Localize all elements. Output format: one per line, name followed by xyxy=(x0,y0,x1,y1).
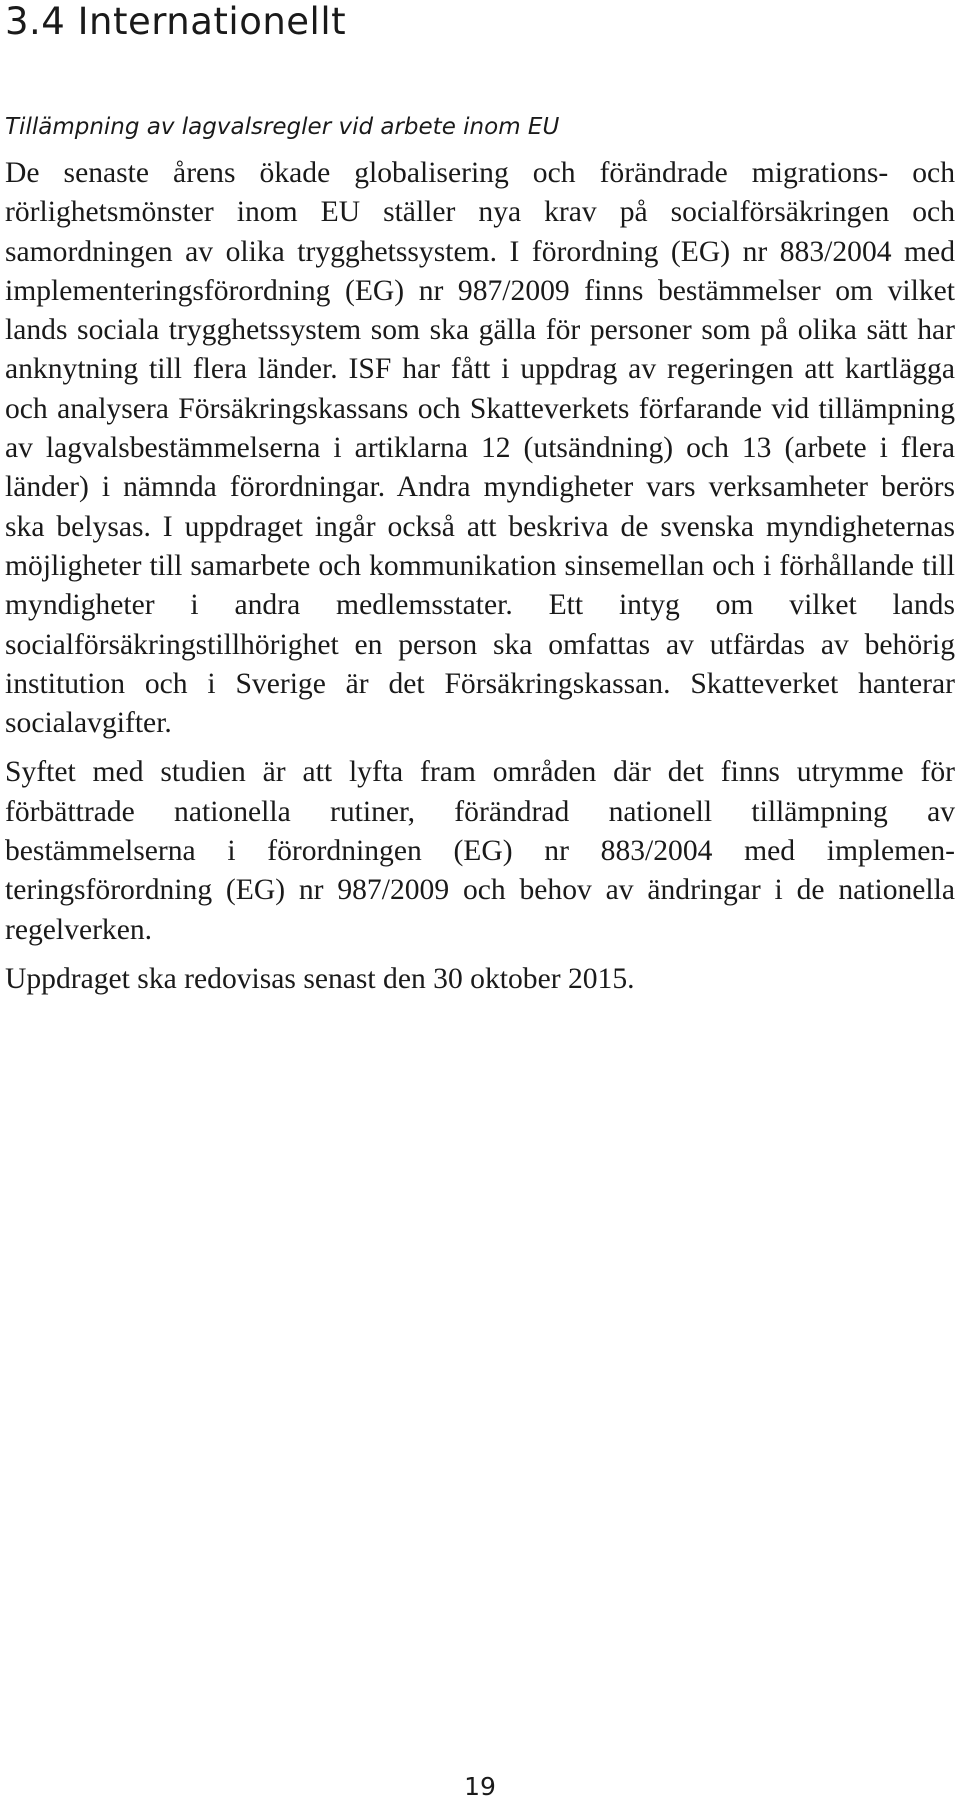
paragraph-3: Uppdraget ska redovisas senast den 30 oktober 2015. xyxy=(5,962,635,995)
page-number: 19 xyxy=(464,1772,496,1801)
document-page xyxy=(5,0,955,999)
subsection-heading: Tillämpning av lagvalsregler vid arbete inom EU xyxy=(5,114,560,140)
paragraph-2: Syftet med studien är att lyfta fram områden där det finns utrymme för förbättrade nationella rutiner, förändrad nationell tillämpning av bestämmelserna i förordningen (EG) nr 883/2004 med implementeringsförordning (EG) nr 987/2009 och behov av ändringar i de nationella regelverken. xyxy=(5,756,955,946)
section-heading: 3.4 Internationellt xyxy=(5,0,347,43)
paragraph-1: De senaste årens ökade globalisering och förändrade migrations- och rörlighetsmönster inom EU ställer nya krav på socialförsäkringen och samordningen av olika trygghetssystem. I förordning (EG) nr 883/2004 med implementeringsförordning (EG) nr 987/2009 finns bestämmelser om vilket lands sociala trygghetssystem som ska gälla för personer som på olika sätt har anknytning till flera länder. ISF har fått i uppdrag av regeringen att kartlägga och analysera Försäkringskassans och Skatteverkets förfarande vid tillämpning av lagvalsbestämmelserna i artiklarna 12 (utsändning) och 13 (arbete i flera länder) i nämnda förordningar. Andra myndigheter vars verksamheter berörs ska belysas. I uppdraget ingår också att beskriva de svenska myndigheternas möjligheter till samarbete och kommunikation sinsemellan och i förhållande till myndigheter i andra medlemsstater. Ett intyg om vilket lands socialförsäkringstillhörighet en person ska omfattas av utfärdas av behörig institution och i Sverige är det Försäkringskassan. Skatteverket hanterar socialavgifter. xyxy=(5,157,955,740)
